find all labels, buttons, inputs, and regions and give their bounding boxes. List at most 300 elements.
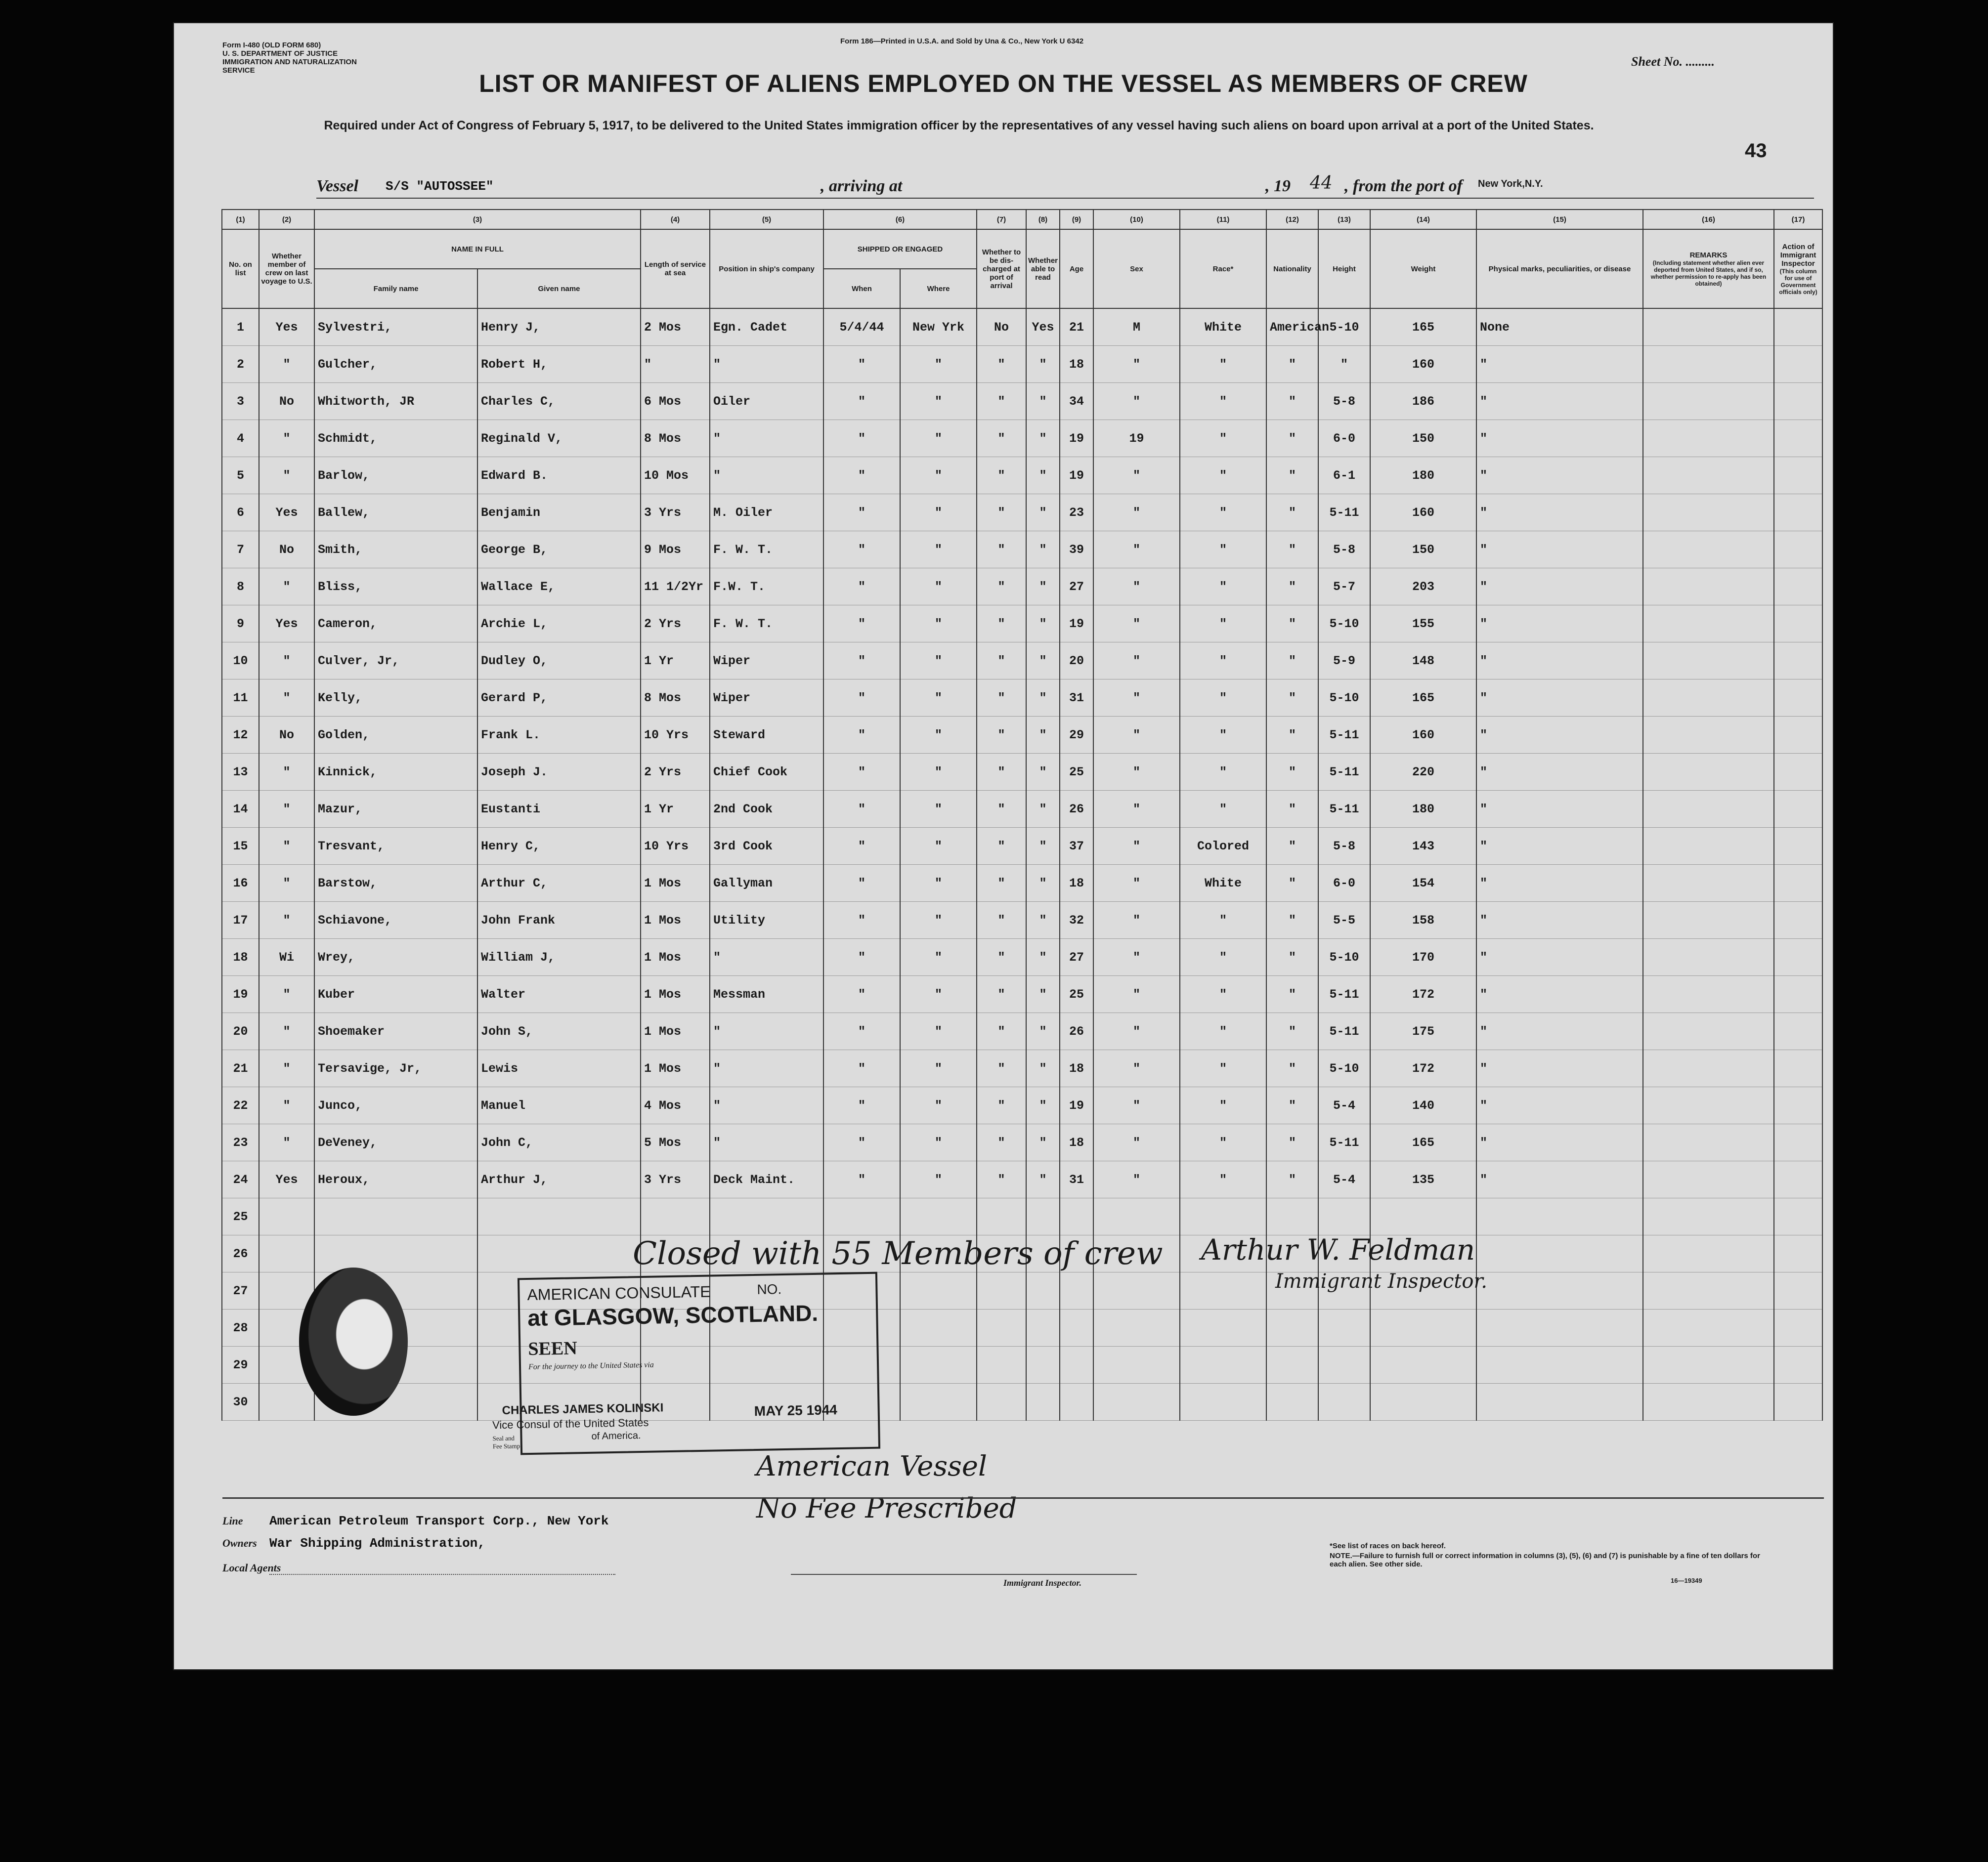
cell-prev: Yes — [259, 1161, 314, 1198]
cell-inspector — [1774, 828, 1822, 865]
cell-height: 5-11 — [1318, 1013, 1370, 1050]
cell-weight: 148 — [1370, 642, 1476, 679]
cell-no: 12 — [222, 717, 259, 754]
from-port-label: , from the port of — [1344, 177, 1463, 195]
cell-prev: " — [259, 1050, 314, 1087]
cell-service: 5 Mos — [641, 1124, 710, 1161]
cell-when: " — [823, 1161, 900, 1198]
table-row — [222, 1013, 1822, 1050]
cell-age: 19 — [1060, 1087, 1093, 1124]
cell-given: William J, — [477, 939, 641, 976]
cell-remarks — [1643, 383, 1774, 420]
cell-remarks — [1643, 717, 1774, 754]
from-port-value: New York,N.Y. — [1478, 178, 1543, 189]
cell-age: 31 — [1060, 679, 1093, 717]
cell-height: 5-11 — [1318, 791, 1370, 828]
header-no-on-list: No. on list — [222, 229, 259, 308]
cell-service: 10 Yrs — [641, 717, 710, 754]
cell-where: " — [900, 939, 977, 976]
col-num-16: (16) — [1643, 210, 1774, 229]
cell-marks: None — [1476, 308, 1643, 346]
cell-read: " — [1026, 791, 1060, 828]
cell-given: Henry J, — [477, 308, 641, 346]
table-row — [222, 1161, 1822, 1198]
cell-weight: 165 — [1370, 308, 1476, 346]
cell-remarks — [1643, 1124, 1774, 1161]
cell-remarks — [1643, 568, 1774, 605]
cell-given: Arthur J, — [477, 1161, 641, 1198]
cell-nat: " — [1266, 383, 1318, 420]
cell-when: " — [823, 976, 900, 1013]
header-family-name: Family name — [314, 269, 477, 308]
footer-rule — [222, 1497, 1824, 1499]
cell-no: 25 — [222, 1198, 259, 1235]
cell-sex: " — [1093, 457, 1180, 494]
cell-where: " — [900, 902, 977, 939]
cell-marks: " — [1476, 939, 1643, 976]
cell-inspector — [1774, 383, 1822, 420]
cell-position: " — [710, 1087, 823, 1124]
page-number: 43 — [1745, 140, 1767, 162]
cell-read: " — [1026, 754, 1060, 791]
cell-weight: 180 — [1370, 457, 1476, 494]
cell-no: 10 — [222, 642, 259, 679]
cell-height: 5-10 — [1318, 1050, 1370, 1087]
cell-height: 5-4 — [1318, 1161, 1370, 1198]
cell-empty — [1774, 1198, 1822, 1235]
cell-empty — [1093, 1272, 1180, 1310]
cell-given: Robert H, — [477, 346, 641, 383]
cell-empty — [1318, 1310, 1370, 1347]
cell-position: Oiler — [710, 383, 823, 420]
cell-empty — [1476, 1310, 1643, 1347]
cell-family: Ballew, — [314, 494, 477, 531]
cell-remarks — [1643, 679, 1774, 717]
cell-given: Henry C, — [477, 828, 641, 865]
cell-sex: " — [1093, 1161, 1180, 1198]
cell-read: " — [1026, 828, 1060, 865]
cell-position: Wiper — [710, 642, 823, 679]
cell-empty — [314, 1198, 477, 1235]
cell-read: " — [1026, 902, 1060, 939]
header-discharged: Whether to be dis-charged at port of arrival — [977, 229, 1026, 308]
cell-age: 34 — [1060, 383, 1093, 420]
cell-weight: 143 — [1370, 828, 1476, 865]
header-able-read: Whether able to read — [1026, 229, 1060, 308]
footer-note-fine: NOTE.—Failure to furnish full or correct information in columns (3), (5), (6) and (7) is punishable by a fine of ten dollars for each alien. See other side. — [1330, 1552, 1760, 1568]
inspector-signature-line — [791, 1574, 1137, 1575]
cell-read: " — [1026, 717, 1060, 754]
col-num-12: (12) — [1266, 210, 1318, 229]
cell-marks: " — [1476, 420, 1643, 457]
cell-age: 23 — [1060, 494, 1093, 531]
table-row — [222, 568, 1822, 605]
col-num-9: (9) — [1060, 210, 1093, 229]
cell-age: 25 — [1060, 976, 1093, 1013]
cell-nat: " — [1266, 346, 1318, 383]
cell-read: " — [1026, 1161, 1060, 1198]
stamp-seal-fee: Seal and Fee Stamp — [492, 1434, 520, 1450]
cell-race: " — [1180, 642, 1266, 679]
cell-no: 20 — [222, 1013, 259, 1050]
cell-empty — [900, 1198, 977, 1235]
cell-empty — [477, 1198, 641, 1235]
cell-family: Culver, Jr, — [314, 642, 477, 679]
cell-given: John C, — [477, 1124, 641, 1161]
cell-marks: " — [1476, 717, 1643, 754]
cell-empty — [1026, 1347, 1060, 1384]
cell-prev: " — [259, 791, 314, 828]
cell-family: Schmidt, — [314, 420, 477, 457]
cell-family: Shoemaker — [314, 1013, 477, 1050]
cell-remarks — [1643, 865, 1774, 902]
cell-race: " — [1180, 902, 1266, 939]
cell-family: Heroux, — [314, 1161, 477, 1198]
cell-empty — [1643, 1235, 1774, 1272]
col-num-3: (3) — [314, 210, 641, 229]
cell-race: " — [1180, 1124, 1266, 1161]
cell-weight: 150 — [1370, 531, 1476, 568]
cell-family: Barstow, — [314, 865, 477, 902]
header-inspector-action — [1774, 229, 1822, 308]
cell-empty — [1643, 1310, 1774, 1347]
cell-no: 2 — [222, 346, 259, 383]
cell-empty — [1643, 1198, 1774, 1235]
cell-position: F. W. T. — [710, 605, 823, 642]
cell-nat: " — [1266, 679, 1318, 717]
cell-prev: " — [259, 457, 314, 494]
cell-no: 5 — [222, 457, 259, 494]
table-row — [222, 1124, 1822, 1161]
service: IMMIGRATION AND NATURALIZATION SERVICE — [222, 58, 357, 75]
cell-nat: " — [1266, 828, 1318, 865]
cell-given: Reginald V, — [477, 420, 641, 457]
vessel-label: Vessel — [316, 177, 358, 195]
cell-race: " — [1180, 1161, 1266, 1198]
cell-given: Wallace E, — [477, 568, 641, 605]
cell-prev: No — [259, 383, 314, 420]
cell-read: " — [1026, 494, 1060, 531]
cell-read: " — [1026, 605, 1060, 642]
cell-weight: 180 — [1370, 791, 1476, 828]
cell-empty — [1093, 1198, 1180, 1235]
cell-race: " — [1180, 939, 1266, 976]
cell-height: 5-8 — [1318, 383, 1370, 420]
cell-empty — [1476, 1235, 1643, 1272]
cell-empty — [1318, 1347, 1370, 1384]
cell-service: 1 Yr — [641, 791, 710, 828]
cell-empty — [1774, 1310, 1822, 1347]
cell-inspector — [1774, 939, 1822, 976]
table-row — [222, 1087, 1822, 1124]
cell-read: " — [1026, 420, 1060, 457]
cell-position: Gallyman — [710, 865, 823, 902]
cell-no: 8 — [222, 568, 259, 605]
cell-height: 6-1 — [1318, 457, 1370, 494]
cell-empty — [1266, 1384, 1318, 1421]
header-sex: Sex — [1093, 229, 1180, 308]
cell-family: Tresvant, — [314, 828, 477, 865]
cell-read: " — [1026, 383, 1060, 420]
cell-inspector — [1774, 791, 1822, 828]
col-num-10: (10) — [1093, 210, 1180, 229]
cell-disch: No — [977, 308, 1026, 346]
cell-marks: " — [1476, 754, 1643, 791]
cell-sex: " — [1093, 679, 1180, 717]
cell-position: " — [710, 1050, 823, 1087]
cell-empty — [1093, 1384, 1180, 1421]
cell-age: 18 — [1060, 1124, 1093, 1161]
cell-empty — [1476, 1272, 1643, 1310]
cell-remarks — [1643, 1087, 1774, 1124]
cell-family: DeVeney, — [314, 1124, 477, 1161]
cell-empty — [1774, 1384, 1822, 1421]
cell-inspector — [1774, 308, 1822, 346]
cell-where: " — [900, 383, 977, 420]
cell-empty — [1026, 1272, 1060, 1310]
cell-nat: " — [1266, 1124, 1318, 1161]
cell-where: " — [900, 642, 977, 679]
cell-nat: " — [1266, 939, 1318, 976]
cell-disch: " — [977, 1124, 1026, 1161]
table-row — [222, 346, 1822, 383]
cell-disch: " — [977, 531, 1026, 568]
cell-service: 10 Mos — [641, 457, 710, 494]
cell-empty — [977, 1310, 1026, 1347]
cell-race: " — [1180, 754, 1266, 791]
cell-remarks — [1643, 457, 1774, 494]
cell-nat: " — [1266, 568, 1318, 605]
cell-service: 1 Yr — [641, 642, 710, 679]
col-num-6: (6) — [823, 210, 977, 229]
remarks-note: (Including statement whether alien ever deported from United States, and if so, whether permission to re-apply has been obtained) — [1650, 259, 1767, 287]
cell-given: George B, — [477, 531, 641, 568]
cell-prev: " — [259, 865, 314, 902]
blank-row — [222, 1347, 1822, 1384]
table-row — [222, 717, 1822, 754]
header-weight: Weight — [1370, 229, 1476, 308]
cell-prev: Yes — [259, 605, 314, 642]
header-given-name: Given name — [477, 269, 641, 308]
cell-service: 1 Mos — [641, 939, 710, 976]
cell-no: 16 — [222, 865, 259, 902]
stamp-no: NO. — [757, 1281, 782, 1297]
cell-weight: 155 — [1370, 605, 1476, 642]
cell-marks: " — [1476, 531, 1643, 568]
cell-where: New Yrk — [900, 308, 977, 346]
cell-no: 19 — [222, 976, 259, 1013]
cell-inspector — [1774, 568, 1822, 605]
cell-empty — [1266, 1310, 1318, 1347]
cell-read: " — [1026, 568, 1060, 605]
cell-age: 26 — [1060, 791, 1093, 828]
cell-marks: " — [1476, 679, 1643, 717]
cell-where: " — [900, 1050, 977, 1087]
cell-weight: 186 — [1370, 383, 1476, 420]
cell-race: " — [1180, 494, 1266, 531]
cell-prev: " — [259, 1013, 314, 1050]
cell-race: Colored — [1180, 828, 1266, 865]
header-name-in-full: NAME IN FULL — [314, 229, 641, 269]
cell-empty — [1180, 1347, 1266, 1384]
cell-sex: " — [1093, 828, 1180, 865]
cell-empty — [1060, 1347, 1093, 1384]
cell-service: 4 Mos — [641, 1087, 710, 1124]
cell-empty — [977, 1384, 1026, 1421]
table-row — [222, 1050, 1822, 1087]
cell-no: 6 — [222, 494, 259, 531]
cell-family: Smith, — [314, 531, 477, 568]
cell-weight: 203 — [1370, 568, 1476, 605]
cell-height: 5-9 — [1318, 642, 1370, 679]
cell-when: " — [823, 865, 900, 902]
cell-marks: " — [1476, 642, 1643, 679]
sheet-number: Sheet No. ......... — [1631, 54, 1715, 69]
cell-empty — [1026, 1384, 1060, 1421]
consulate-stamp — [492, 1272, 880, 1455]
cell-inspector — [1774, 679, 1822, 717]
cell-remarks — [1643, 420, 1774, 457]
cell-remarks — [1643, 346, 1774, 383]
table-row — [222, 679, 1822, 717]
cell-no: 14 — [222, 791, 259, 828]
cell-age: 31 — [1060, 1161, 1093, 1198]
cell-sex: " — [1093, 642, 1180, 679]
cell-no: 15 — [222, 828, 259, 865]
col-num-17: (17) — [1774, 210, 1822, 229]
cell-given: Arthur C, — [477, 865, 641, 902]
cell-prev: " — [259, 902, 314, 939]
cell-read: " — [1026, 679, 1060, 717]
cell-position: " — [710, 939, 823, 976]
cell-height: 5-11 — [1318, 717, 1370, 754]
cell-when: " — [823, 1124, 900, 1161]
cell-age: 39 — [1060, 531, 1093, 568]
remarks-title: REMARKS — [1689, 251, 1728, 259]
cell-where: " — [900, 531, 977, 568]
cell-marks: " — [1476, 494, 1643, 531]
cell-weight: 165 — [1370, 1124, 1476, 1161]
cell-inspector — [1774, 605, 1822, 642]
cell-prev: No — [259, 717, 314, 754]
cell-nat: " — [1266, 1161, 1318, 1198]
cell-position: Deck Maint. — [710, 1161, 823, 1198]
col-num-15: (15) — [1476, 210, 1643, 229]
cell-when: " — [823, 679, 900, 717]
cell-when: " — [823, 605, 900, 642]
header-position: Position in ship's company — [710, 229, 823, 308]
cell-family: Kelly, — [314, 679, 477, 717]
cell-empty — [1476, 1198, 1643, 1235]
cell-sex: " — [1093, 1124, 1180, 1161]
cell-remarks — [1643, 494, 1774, 531]
cell-service: 10 Yrs — [641, 828, 710, 865]
cell-given: Manuel — [477, 1087, 641, 1124]
manifest-subtitle: Required under Act of Congress of February 5, 1917, to be delivered to the United States immigration officer by the representatives of any vessel having such aliens on board upon arrival at a port of the United States. — [324, 119, 1594, 132]
cell-marks: " — [1476, 383, 1643, 420]
cell-height: 5-10 — [1318, 939, 1370, 976]
cell-marks: " — [1476, 1161, 1643, 1198]
cell-remarks — [1643, 308, 1774, 346]
cell-prev: " — [259, 976, 314, 1013]
cell-disch: " — [977, 383, 1026, 420]
cell-disch: " — [977, 420, 1026, 457]
agents-line — [269, 1574, 615, 1575]
cell-read: " — [1026, 939, 1060, 976]
cell-no: 17 — [222, 902, 259, 939]
cell-service: 3 Yrs — [641, 1161, 710, 1198]
cell-disch: " — [977, 679, 1026, 717]
cell-family: Wrey, — [314, 939, 477, 976]
cell-family: Gulcher, — [314, 346, 477, 383]
cell-empty — [977, 1272, 1026, 1310]
cell-sex: " — [1093, 1050, 1180, 1087]
cell-height: 5-10 — [1318, 605, 1370, 642]
footer-note-races: *See list of races on back hereof. — [1330, 1542, 1446, 1550]
cell-sex: " — [1093, 1087, 1180, 1124]
cell-disch: " — [977, 346, 1026, 383]
cell-disch: " — [977, 494, 1026, 531]
cell-when: " — [823, 1013, 900, 1050]
footer-agents-label: Local Agents — [222, 1562, 281, 1574]
cell-empty — [1180, 1310, 1266, 1347]
cell-when: " — [823, 902, 900, 939]
cell-service: 2 Mos — [641, 308, 710, 346]
cell-no: 11 — [222, 679, 259, 717]
cell-height: 5-10 — [1318, 679, 1370, 717]
cell-sex: " — [1093, 865, 1180, 902]
cell-weight: 160 — [1370, 717, 1476, 754]
cell-position: 3rd Cook — [710, 828, 823, 865]
cell-family: Mazur, — [314, 791, 477, 828]
cell-when: " — [823, 828, 900, 865]
cell-when: " — [823, 568, 900, 605]
cell-marks: " — [1476, 1050, 1643, 1087]
cell-prev: " — [259, 346, 314, 383]
cell-no: 26 — [222, 1235, 259, 1272]
cell-given: Joseph J. — [477, 754, 641, 791]
cell-height: 5-8 — [1318, 828, 1370, 865]
col-num-1: (1) — [222, 210, 259, 229]
footer-owners-label: Owners — [222, 1537, 257, 1549]
cell-race: " — [1180, 346, 1266, 383]
embossed-seal — [299, 1268, 408, 1416]
blank-row — [222, 1310, 1822, 1347]
cell-prev: Yes — [259, 494, 314, 531]
cell-when: " — [823, 717, 900, 754]
cell-marks: " — [1476, 457, 1643, 494]
cell-empty — [1180, 1198, 1266, 1235]
vessel-line — [316, 173, 1814, 199]
cell-read: " — [1026, 976, 1060, 1013]
cell-remarks — [1643, 1161, 1774, 1198]
cell-where: " — [900, 976, 977, 1013]
cell-where: " — [900, 828, 977, 865]
cell-race: " — [1180, 605, 1266, 642]
cell-nat: " — [1266, 791, 1318, 828]
year-label: , 19 — [1265, 177, 1291, 195]
cell-service: 6 Mos — [641, 383, 710, 420]
manifest-title: LIST OR MANIFEST OF ALIENS EMPLOYED ON THE VESSEL AS MEMBERS OF CREW — [479, 70, 1528, 97]
cell-nat: " — [1266, 1087, 1318, 1124]
cell-empty — [1026, 1310, 1060, 1347]
cell-height: 5-5 — [1318, 902, 1370, 939]
header-length-service: Length of service at sea — [641, 229, 710, 308]
cell-empty — [977, 1347, 1026, 1384]
year-value: 44 — [1310, 173, 1333, 193]
cell-read: " — [1026, 1013, 1060, 1050]
cell-empty — [641, 1198, 710, 1235]
